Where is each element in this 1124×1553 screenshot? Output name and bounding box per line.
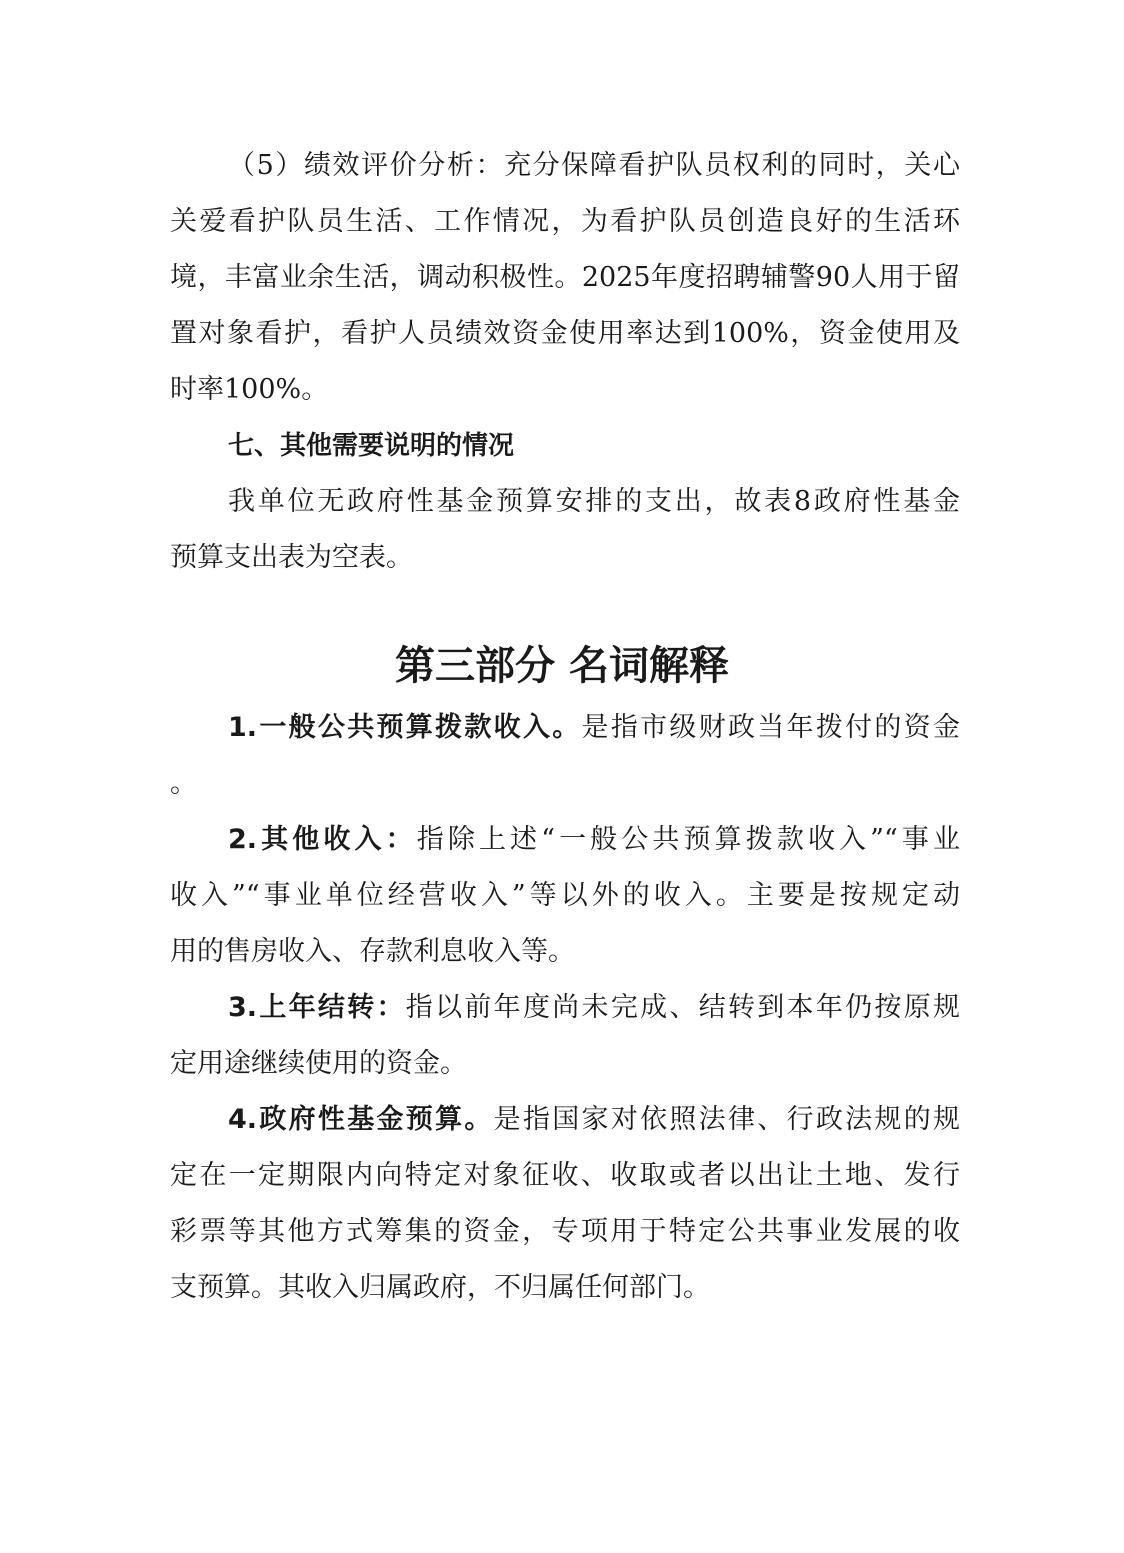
term-1-text: 是指市级财政当年拨付的资金 [581, 712, 961, 743]
section7-heading: 七、其他需要说明的情况 [228, 431, 515, 461]
section5-line-2: 关爱看护队员生活、工作情况，为看护队员创造良好的生活环 [170, 206, 960, 237]
term-3-text: 指以前年度尚未完成、结转到本年仍按原规 [405, 992, 961, 1023]
term-3-line-1 [228, 990, 960, 1026]
term-2-line-1 [228, 822, 960, 858]
term-4-label: 4.政府性基金预算。 [228, 1104, 494, 1135]
term-1-label: 1.一般公共预算拨款收入。 [228, 712, 582, 743]
term-4-text: 是指国家对依照法律、行政法规的规 [493, 1104, 961, 1135]
term-4-line-4: 支预算。其收入归属政府，不归属任何部门。 [170, 1272, 710, 1303]
term-2-line-2: 收入”“事业单位经营收入”等以外的收入。主要是按规定动 [170, 880, 960, 911]
section5-line-4: 置对象看护，看护人员绩效资金使用率达到100%，资金使用及 [170, 318, 960, 349]
term-1-line-2: 。 [170, 768, 197, 799]
term-4-line-1 [228, 1102, 960, 1138]
term-3-line-2: 定用途继续使用的资金。 [170, 1048, 467, 1079]
section5-line-1: （5）绩效评价分析：充分保障看护队员权利的同时，关心 [228, 150, 960, 181]
section7-line-1: 我单位无政府性基金预算安排的支出，故表8政府性基金 [228, 486, 960, 517]
term-4-line-3: 彩票等其他方式筹集的资金，专项用于特定公共事业发展的收 [170, 1216, 960, 1247]
section7-line-2: 预算支出表为空表。 [170, 542, 413, 573]
term-4-line-2: 定在一定期限内向特定对象征收、收取或者以出让土地、发行 [170, 1160, 960, 1191]
part-title: 第三部分 名词解释 [395, 642, 729, 689]
term-1-line-1 [228, 710, 960, 746]
term-2-line-3: 用的售房收入、存款利息收入等。 [170, 936, 575, 967]
section5-line-5: 时率100%。 [170, 374, 329, 405]
term-3-label: 3.上年结转： [228, 992, 406, 1023]
term-2-text: 指除上述“一般公共预算拨款收入”“事业 [416, 824, 960, 855]
term-2-label: 2.其他收入： [228, 824, 417, 855]
section5-line-3: 境，丰富业余生活，调动积极性。2025年度招聘辅警90人用于留 [170, 262, 960, 293]
